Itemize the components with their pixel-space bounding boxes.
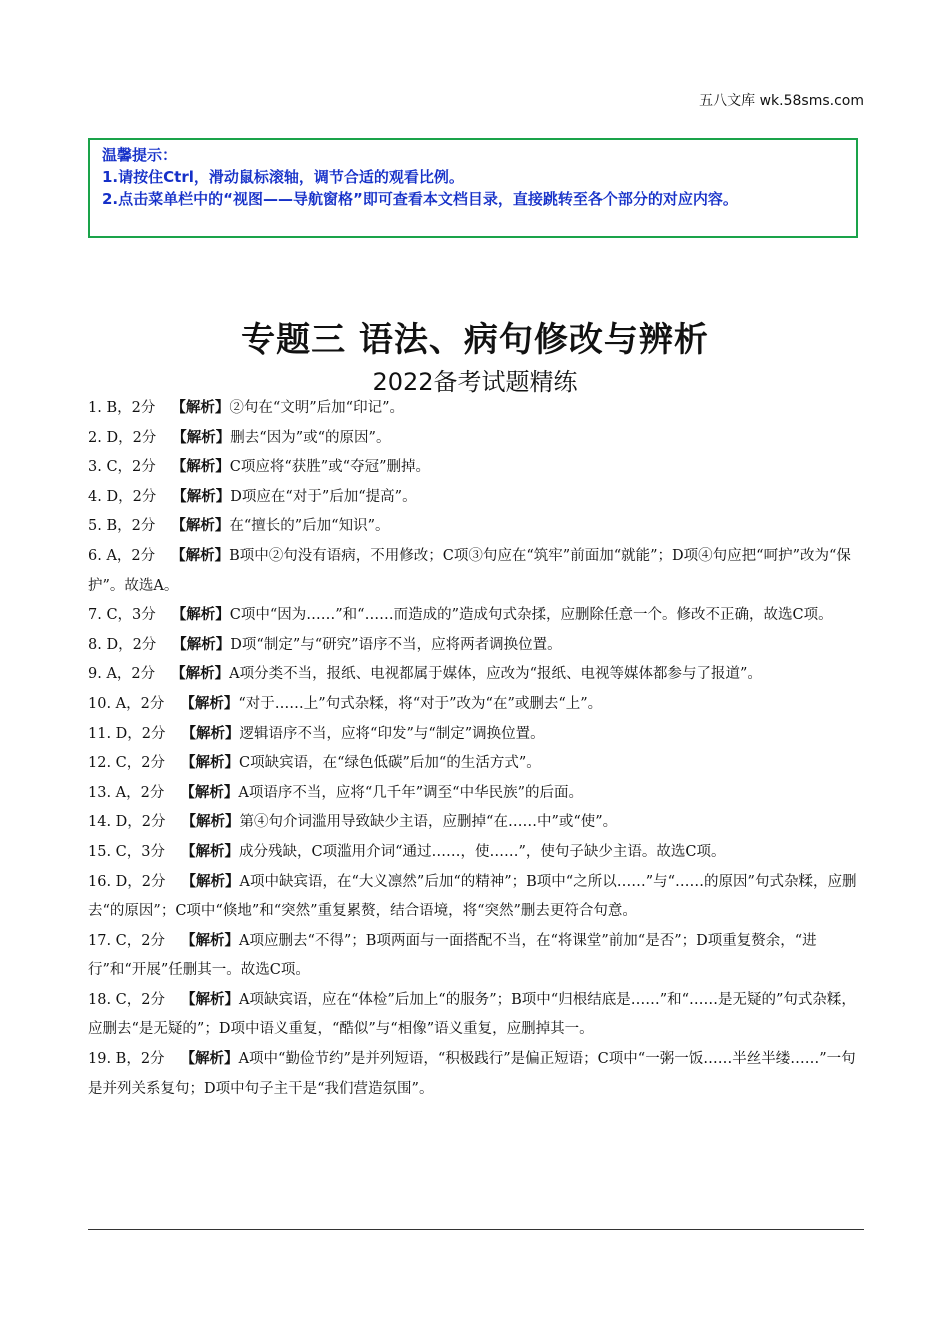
answer-number: 10. A，2分 [88,695,165,712]
analysis-tag: 【解析】 [181,755,239,772]
analysis-tag: 【解析】 [171,666,230,683]
analysis-tag: 【解析】 [171,547,230,564]
analysis-tag: 【解析】 [171,400,230,416]
analysis-tag: 【解析】 [180,695,239,712]
answer-number: 14. D，2分 [88,814,166,831]
analysis-tag: 【解析】 [172,636,231,653]
tip-line-1: 1.请按住Ctrl，滑动鼠标滚轴，调节合适的观看比例。 [102,168,464,186]
analysis-tag: 【解析】 [181,873,240,890]
answer-number: 7. C，3分 [88,607,156,624]
answer-item [88,749,866,779]
tip-box [88,138,858,238]
answer-item [88,986,866,1045]
answer-number: 12. C，2分 [88,755,165,772]
answer-text: B项中②句没有语病，不用修改；C项③句应在“筑牢”前面加“就能”；D项④句应把“呵护”改为“保护”。故选A。 [88,547,851,594]
answer-number: 13. A，2分 [88,784,165,801]
answer-item [88,483,866,513]
answer-item [88,779,866,809]
answer-number: 11. D，2分 [88,725,166,742]
tip-heading: 温馨提示： [102,146,178,164]
answer-number: 1. B，2分 [88,400,156,416]
analysis-tag: 【解析】 [172,429,231,446]
page-subtitle: 2022备考试题精练 [372,368,578,396]
answer-text: A项分类不当，报纸、电视都属于媒体，应改为“报纸、电视等媒体都参与了报道”。 [229,666,762,683]
answer-number: 19. B，2分 [88,1051,165,1068]
answer-item [88,690,866,720]
answer-text: A项语序不当，应将“几千年”调至“中华民族”的后面。 [238,784,583,801]
answer-text: A项中缺宾语，在“大义凛然”后加“的精神”；B项中“之所以……”与“……的原因”句式杂糅，应删去“的原因”；C项中“倏地”和“突然”重复累赘，结合语境，将“突然”删去更符合句意。 [88,873,857,920]
answer-text: D项应在“对于”后加“提高”。 [230,488,417,505]
answer-text: D项“制定”与“研究”语序不当，应将两者调换位置。 [230,636,562,653]
answer-text: ②句在“文明”后加“印记”。 [229,400,404,416]
analysis-tag: 【解析】 [181,932,239,949]
answer-number: 15. C，3分 [88,843,165,860]
answer-number: 2. D，2分 [88,429,157,446]
footer-rule [88,1229,864,1230]
analysis-tag: 【解析】 [172,488,231,505]
answer-item [88,453,866,483]
answer-item [88,542,866,601]
answer-item [88,394,866,424]
answer-number: 18. C，2分 [88,991,165,1008]
answer-number: 4. D，2分 [88,488,157,505]
analysis-tag: 【解析】 [180,784,239,801]
answer-item [88,631,866,661]
answer-item [88,720,866,750]
analysis-tag: 【解析】 [171,459,230,476]
answer-number: 6. A，2分 [88,547,156,564]
analysis-tag: 【解析】 [181,725,240,742]
answer-number: 3. C，2分 [88,459,156,476]
answer-list [88,394,866,1104]
answer-text: 成分残缺，C项滥用介词“通过……，使……”，使句子缺少主语。故选C项。 [239,843,726,860]
page-title: 专题三 语法、病句修改与辨析 [241,320,709,360]
answer-text: A项中“勤俭节约”是并列短语，“积极践行”是偏正短语；C项中“一粥一饭……半丝半缕……”一句是并列关系复句；D项中句子主干是“我们营造氛围”。 [88,1051,856,1097]
analysis-tag: 【解析】 [171,607,230,624]
answer-text: 逻辑语序不当，应将“印发”与“制定”调换位置。 [239,725,545,742]
answer-item [88,660,866,690]
analysis-tag: 【解析】 [171,518,230,535]
answer-text: C项中“因为……”和“……而造成的”造成句式杂揉，应删除任意一个。修改不正确，故选C项。 [229,607,833,624]
site-watermark: 五八文库 wk.58sms.com [699,93,864,109]
answer-item [88,512,866,542]
answer-text: A项缺宾语，应在“体检”后加上“的服务”；B项中“归根结底是……”和“……是无疑的”句式杂糅，应删去“是无疑的”；D项中语义重复，“酷似”与“相像”语义重复，应删掉其一。 [88,991,856,1038]
answer-number: 8. D，2分 [88,636,157,653]
answer-text: 在“擅长的”后加“知识”。 [229,518,390,535]
answer-text: C项缺宾语，在“绿色低碳”后加“的生活方式”。 [239,755,541,772]
answer-item [88,601,866,631]
analysis-tag: 【解析】 [181,991,239,1008]
analysis-tag: 【解析】 [181,814,240,831]
answer-item [88,424,866,454]
answer-number: 5. B，2分 [88,518,156,535]
answer-item [88,808,866,838]
answer-text: A项应删去“不得”；B项两面与一面搭配不当，在“将课堂”前加“是否”；D项重复赘余，“进行”和“开展”任删其一。故选C项。 [88,932,817,979]
answer-number: 17. C，2分 [88,932,165,949]
answer-item [88,868,866,927]
answer-item [88,838,866,868]
tip-line-2: 2.点击菜单栏中的“视图——导航窗格”即可查看本文档目录，直接跳转至各个部分的对应内容。 [102,190,738,208]
answer-number: 9. A，2分 [88,666,156,683]
answer-text: C项应将“获胜”或“夺冠”删掉。 [229,459,431,476]
answer-text: 第④句介词滥用导致缺少主语，应删掉“在……中”或“使”。 [239,814,618,831]
analysis-tag: 【解析】 [181,843,239,860]
answer-number: 16. D，2分 [88,873,166,890]
answer-text: 删去“因为”或“的原因”。 [230,429,391,446]
answer-text: “对于……上”句式杂糅，将“对于”改为“在”或删去“上”。 [238,695,603,712]
answer-item [88,1045,866,1104]
answer-item [88,927,866,986]
analysis-tag: 【解析】 [180,1051,239,1068]
